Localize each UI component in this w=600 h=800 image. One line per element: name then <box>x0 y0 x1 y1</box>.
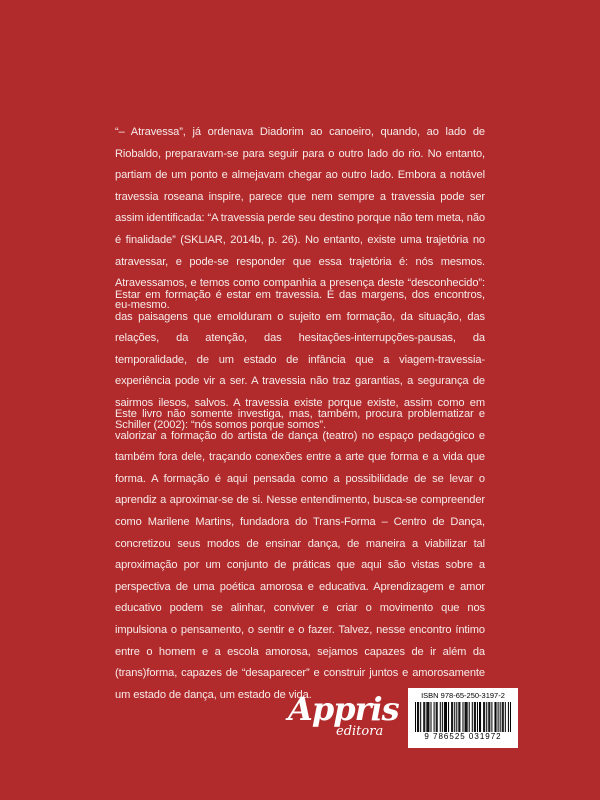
publisher-logo <box>278 690 399 750</box>
blurb-paragraph-3: Este livro não somente investiga, mas, também, procura problematizar e valorizar a formação do artista de dança (teatro) no espaço pedagógico e também fora dele, traçando conexões entre a arte que forma e a vida que forma. A formação é aqui pensada como a possibilidade de se levar o aprendiz a aproximar-se de si. Nesse entendimento, busca-se compreender como Marilene Martins, fundadora do Trans-Forma – Centro de Dança, concretizou seus modos de ensinar dança, de maneira a viabilizar tal aproximação por um conjunto de práticas que aqui são vistas sobre a perspectiva de uma poética amorosa e educativa. Aprendizagem e amor educativo podem se alinhar, conviver e criar o movimento que nos impulsiona o pensamento, o sentir e o fazer. Talvez, nesse encontro íntimo entre o homem e a escola amorosa, sejamos capazes de ir além da (trans)forma, capazes de “desaparecer” e construir juntos e amorosamente um estado de dança, um estado de vida. <box>115 408 485 701</box>
isbn-barcode <box>408 688 518 748</box>
blurb-paragraph-1: “– Atravessa”, já ordenava Diadorim ao canoeiro, quando, ao lado de Riobaldo, preparavam-se para seguir para o outro lado do rio. No entanto, partiam de um ponto e almejavam chegar ao outro lado. Embora a notável travessia roseana inspire, parece que nem sempre a travessia pode ser assim identificada: “A travessia perde seu destino porque não tem meta, não é finalidade” (SKLIAR, 2014b, p. 26). No entanto, existe uma trajetória no atravessar, e pode-se responder que essa trajetória é: nós mesmos. Atravessamos, e temos como companhia a presença deste “desconhecido”: eu-mesmo. <box>115 126 485 311</box>
isbn-label: ISBN 978-65-250-3197-2 <box>421 691 505 700</box>
publisher-name: Appris <box>288 690 399 728</box>
barcode-digits: 9 786525 031972 <box>424 732 502 741</box>
publisher-subtitle: editora <box>336 724 384 739</box>
blurb-paragraph-2: Estar em formação é estar em travessia. É das margens, dos encontros, das paisagens que emolduram o sujeito em formação, da situação, das relações, da atenção, das hesitações-interrupções-pausas, da temporalidade, de um estado de infância que a viagem-travessia-experiência pode vir a ser. A travessia não traz garantias, a segurança de sairmos ilesos, salvos. A travessia existe porque existe, assim como em Schiller (2002): “nós somos porque somos”. <box>115 289 485 431</box>
barcode-bars <box>415 702 511 732</box>
